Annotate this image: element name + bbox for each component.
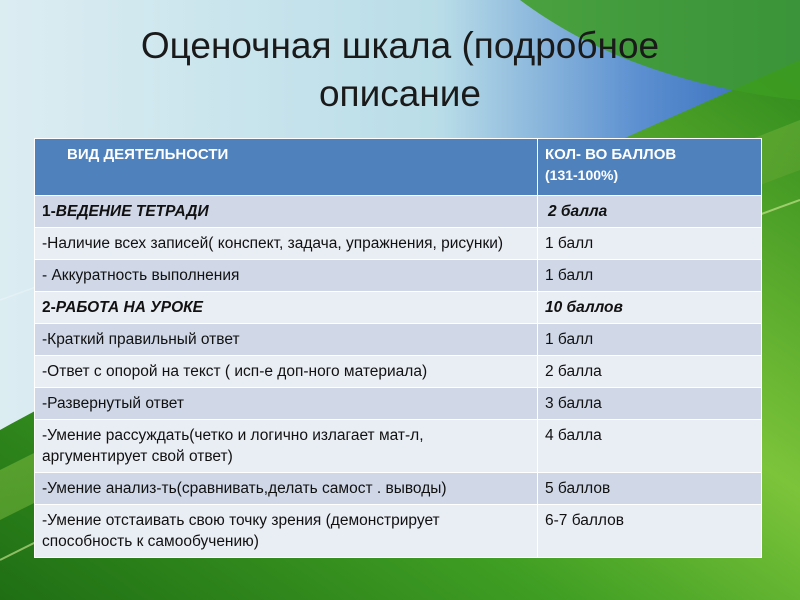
points-cell: 4 балла [538, 420, 762, 473]
table-row [35, 196, 762, 228]
section-cell-notebook [35, 196, 538, 228]
table-row [35, 324, 762, 356]
points-cell: 6-7 баллов [538, 505, 762, 558]
header-points-sub: (131-100%) [545, 167, 619, 183]
table-row [35, 505, 762, 558]
table-row [35, 356, 762, 388]
activity-cell: -Краткий правильный ответ [35, 324, 538, 356]
section-number: 2- [42, 299, 56, 316]
table-row [35, 473, 762, 505]
slide-title-line1: Оценочная шкала (подробное [140, 25, 660, 66]
activity-cell: -Умение отстаивать свою точку зрения (демонстрирует способность к самообучению) [35, 505, 538, 558]
table-row [35, 292, 762, 324]
table-row [35, 420, 762, 473]
table-row [35, 260, 762, 292]
points-cell: 3 балла [538, 388, 762, 420]
section-title: РАБОТА НА УРОКЕ [55, 299, 204, 316]
activity-cell: -Умение анализ-ть(сравнивать,делать самост . выводы) [35, 473, 538, 505]
table-header-row [35, 139, 762, 196]
points-cell: 1 балл [538, 324, 762, 356]
header-points-label: КОЛ- ВО БАЛЛОВ [545, 146, 677, 163]
points-cell: 2 балла [538, 196, 762, 228]
activity-cell: -Умение рассуждать(четко и логично излагает мат-л, аргументирует свой ответ) [35, 420, 538, 473]
points-cell: 10 баллов [538, 292, 762, 324]
slide-title [0, 22, 800, 118]
grading-table [34, 138, 762, 558]
activity-cell: -Ответ с опорой на текст ( исп-е доп-ного материала) [35, 356, 538, 388]
points-cell: 1 балл [538, 228, 762, 260]
points-cell: 2 балла [538, 356, 762, 388]
section-title: ВЕДЕНИЕ ТЕТРАДИ [55, 203, 209, 220]
header-activity: ВИД ДЕЯТЕЛЬНОСТИ [35, 139, 538, 196]
activity-cell: -Развернутый ответ [35, 388, 538, 420]
table-row [35, 228, 762, 260]
section-number: 1- [42, 203, 56, 220]
table-row [35, 388, 762, 420]
header-points [538, 139, 762, 196]
activity-cell: -Наличие всех записей( конспект, задача, упражнения, рисунки) [35, 228, 538, 260]
points-cell: 1 балл [538, 260, 762, 292]
activity-cell: - Аккуратность выполнения [35, 260, 538, 292]
slide-title-line2: описание [318, 73, 482, 114]
section-cell-lesson [35, 292, 538, 324]
points-cell: 5 баллов [538, 473, 762, 505]
